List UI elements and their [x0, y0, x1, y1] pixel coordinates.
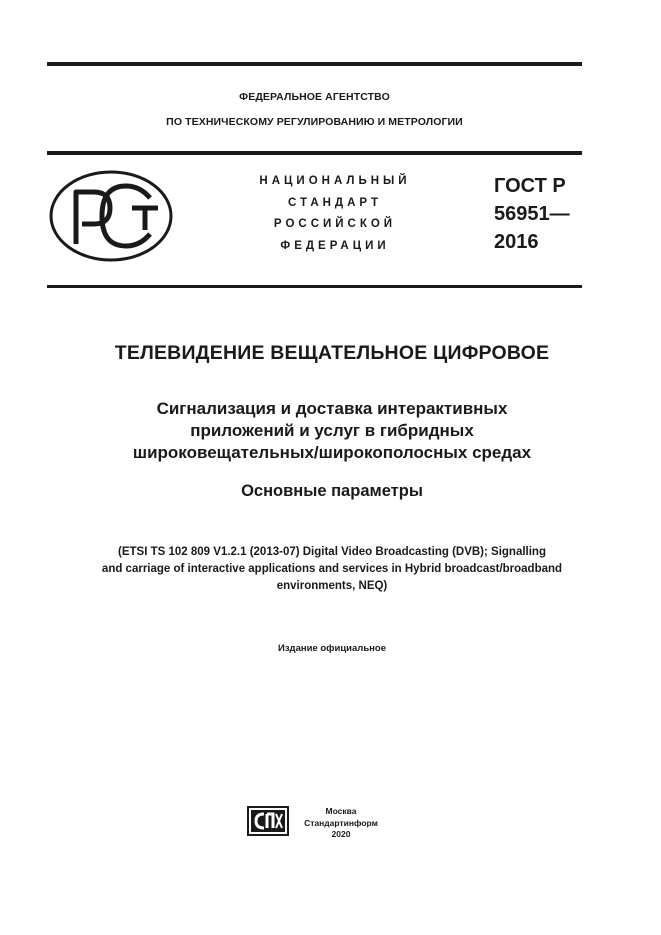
- subtitle-line: Сигнализация и доставка интерактивных: [156, 399, 508, 418]
- gost-line: 56951—: [494, 203, 570, 225]
- document-title: ТЕЛЕВИДЕНИЕ ВЕЩАТЕЛЬНОЕ ЦИФРОВОЕ: [114, 342, 550, 364]
- publisher-name: Стандартинформ: [304, 817, 378, 828]
- publisher-city: Москва: [325, 806, 357, 816]
- subtitle-line: приложений и услуг в гибридных: [190, 421, 474, 440]
- gost-line: ГОСТ Р: [494, 175, 566, 197]
- national-line: ФЕДЕРАЦИИ: [280, 239, 390, 252]
- top-rule: [47, 62, 582, 66]
- national-line: СТАНДАРТ: [288, 196, 382, 209]
- rst-certification-mark-icon: [48, 168, 174, 264]
- etsi-reference: [47, 544, 617, 595]
- publisher-block: [296, 806, 386, 841]
- national-line: РОССИЙСКОЙ: [273, 218, 397, 230]
- publisher-year: 2020: [331, 829, 351, 839]
- etsi-line: environments, NEQ): [276, 580, 388, 592]
- agency-name-line1: ФЕДЕРАЛЬНОЕ АГЕНТСТВО: [239, 91, 390, 103]
- gost-line: 2016: [494, 231, 539, 253]
- etsi-line: and carriage of interactive applications and services in Hybrid broadcast/broadband: [101, 563, 563, 575]
- document-subtitle: [47, 398, 617, 464]
- middle-rule: [47, 151, 582, 155]
- etsi-line: (ETSI TS 102 809 V1.2.1 (2013-07) Digital Video Broadcasting (DVB); Signalling: [118, 546, 546, 558]
- gost-designation: [494, 172, 570, 256]
- bottom-rule: [47, 285, 582, 288]
- edition-label: Издание официальное: [278, 643, 386, 654]
- standartinform-logo-icon: [247, 806, 289, 836]
- national-standard-label: [240, 171, 430, 257]
- document-params-title: Основные параметры: [241, 482, 423, 500]
- national-line: НАЦИОНАЛЬНЫЙ: [259, 175, 411, 187]
- agency-name-line2: ПО ТЕХНИЧЕСКОМУ РЕГУЛИРОВАНИЮ И МЕТРОЛОГИИ: [166, 116, 463, 128]
- subtitle-line: широковещательных/широкополосных средах: [132, 443, 532, 462]
